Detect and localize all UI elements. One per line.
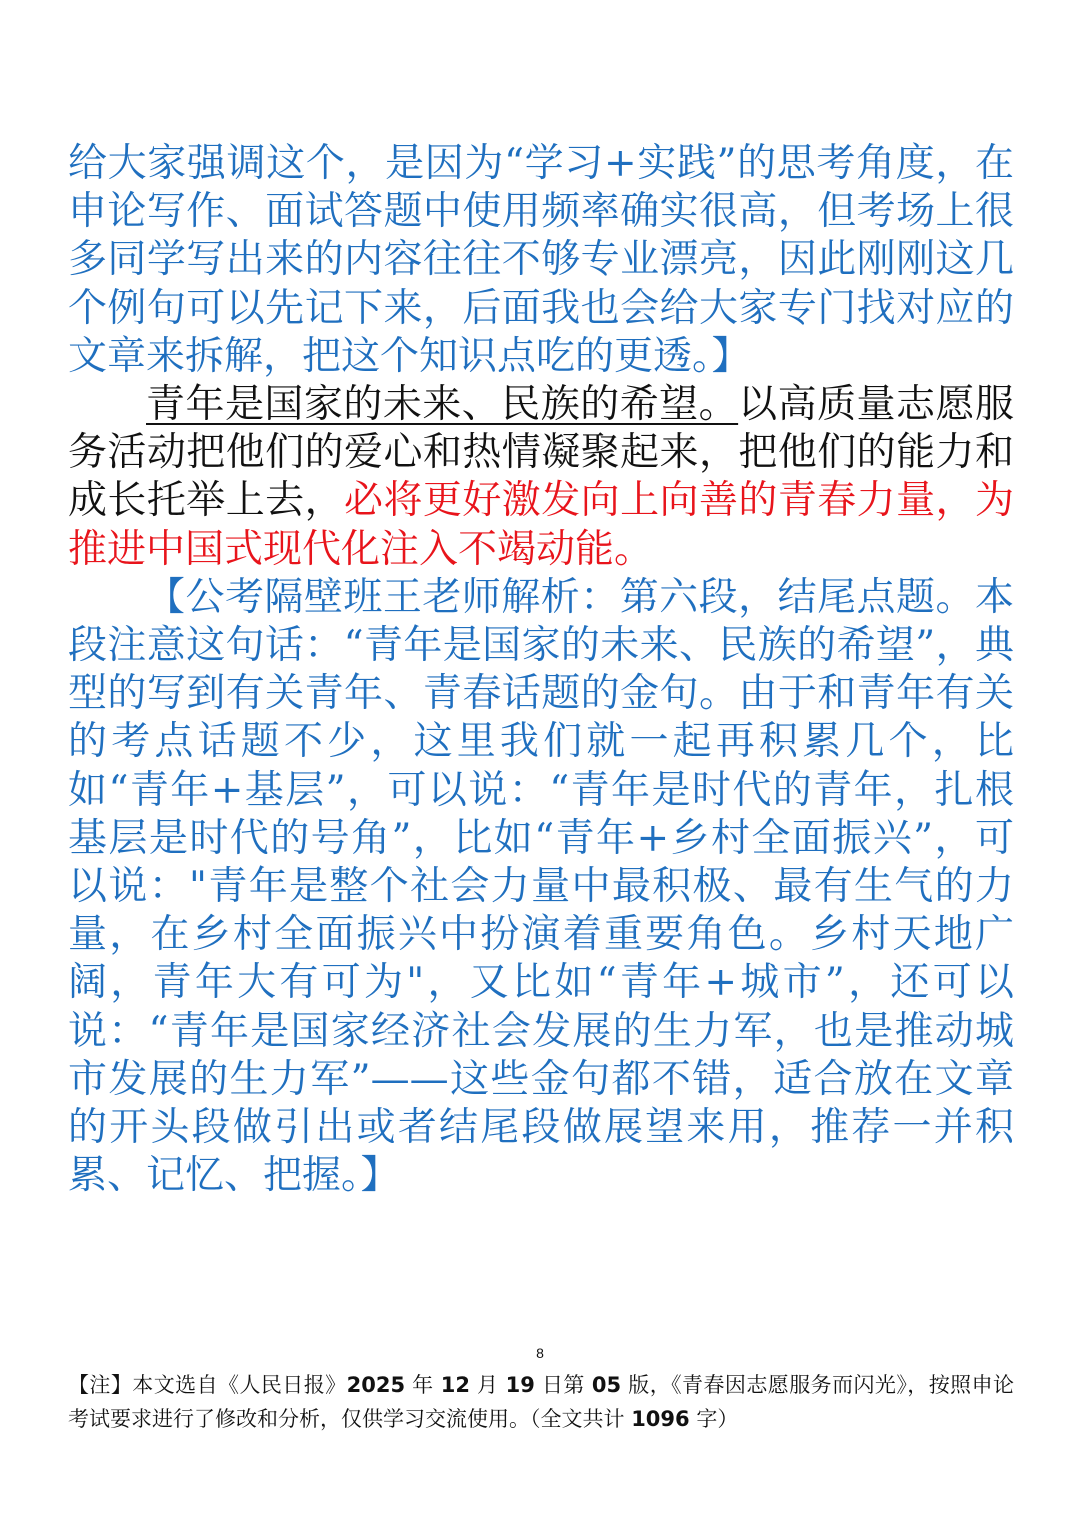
- analysis-paragraph-continued: [68, 140, 1014, 381]
- article-plain-text: 以高质量志愿服务活动把他们的爱心和热情凝聚起来，把他们的能力和成长托举上去，: [68, 382, 1014, 524]
- footnote: 【注】本文选自《人民日报》2025 年 12 月 19 日第 05 版，《青春因志愿服务而闪光》，按照申论考试要求进行了修改和分析，仅供学习交流使用。（全文共计 1096 字）: [68, 1373, 1015, 1431]
- analysis-text: 给大家强调这个，是因为“学习+实践”的思考角度，在申论写作、面试答题中使用频率确实很高，但考场上很多同学写出来的内容往往不够专业漂亮，因此刚刚这几个例句可以先记下来，后面我也会给大家专门找对应的文章来拆解，把这个知识点吃的更透。】: [68, 141, 1014, 379]
- analysis-text: 【公考隔壁班王老师解析：第六段，结尾点题。本段注意这句话：“青年是国家的未来、民族的希望”，典型的写到有关青年、青春话题的金句。由于和青年有关的考点话题不少，这里我们就一起再积累几个，比如“青年+基层”，可以说：“青年是时代的青年，扎根基层是时代的号角”，比如“青年+乡村全面振兴”，可以说："青年是整个社会力量中最积极、最有生气的力量，在乡村全面振兴中扮演着重要角色。乡村天地广阔，青年大有可为"，又比如“青年+城市”，还可以说：“青年是国家经济社会发展的生力军，也是推动城市发展的生力军”——这些金句都不错，适合放在文章的开头段做引出或者结尾段做展望来用，推荐一并积累、记忆、把握。】: [68, 574, 1014, 1199]
- article-body: [68, 140, 1014, 1200]
- highlighted-conclusion: 必将更好激发向上向善的青春力量，为推进中国式现代化注入不竭动能。: [68, 478, 1014, 572]
- underlined-key-sentence: 青年是国家的未来、民族的希望。: [146, 382, 739, 428]
- page-number: 8: [536, 1345, 544, 1361]
- article-paragraph-six: [68, 381, 1014, 574]
- analysis-paragraph-six: [68, 574, 1014, 1201]
